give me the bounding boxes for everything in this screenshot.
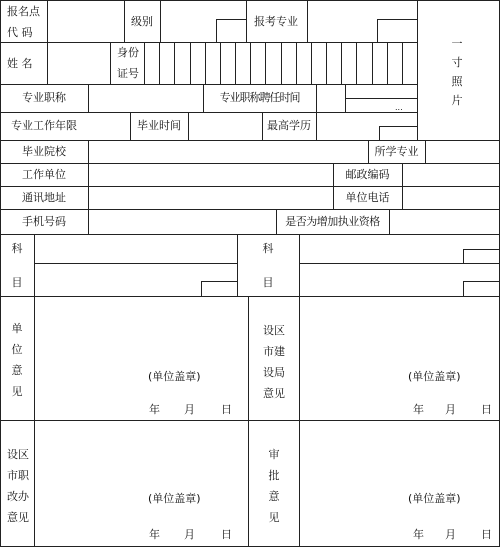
col-line — [307, 0, 308, 42]
col-line — [88, 84, 89, 112]
title-label: 专业职称 — [22, 91, 66, 104]
check-box-side — [463, 281, 464, 296]
col-line — [124, 0, 125, 42]
education-label: 最高学历 — [267, 119, 311, 132]
year-text: 年 — [413, 528, 424, 541]
address-label: 通讯地址 — [22, 191, 66, 204]
grad-time-label: 毕业时间 — [137, 119, 181, 132]
approval-opinion-label: 审 批 意 见 — [268, 448, 280, 524]
id-digit-divider — [311, 42, 312, 84]
mobile-label: 手机号码 — [22, 215, 66, 228]
seal-text: (单位盖章) — [148, 370, 201, 383]
appointment-time-label: 专业职称聘任时间 — [219, 91, 300, 104]
col-line — [402, 163, 403, 186]
check-box-top — [463, 281, 500, 282]
id-digit-divider — [356, 42, 357, 84]
col-line — [246, 0, 247, 42]
row-line — [0, 420, 500, 421]
month-text: 月 — [184, 528, 195, 541]
col-line — [188, 112, 189, 140]
seal-text: (单位盖章) — [408, 370, 461, 383]
day-text: 日 — [481, 403, 492, 416]
row-line — [0, 163, 500, 164]
row-line — [0, 42, 417, 43]
subject-left-label-1: 科 — [11, 242, 23, 255]
subject-mid-line-left — [34, 263, 237, 264]
col-line — [34, 234, 35, 296]
border-left — [0, 0, 1, 547]
dots-text: ... — [395, 103, 403, 112]
id-digit-divider — [341, 42, 342, 84]
reform-opinion-label: 设区 市职 改办 意见 — [7, 448, 29, 524]
id-digit-divider — [250, 42, 251, 84]
check-box-top — [201, 281, 237, 282]
check-box-top — [345, 98, 417, 99]
id-digit-divider — [402, 42, 403, 84]
row-line — [0, 234, 500, 235]
id-digit-divider — [387, 42, 388, 84]
photo-left-line — [417, 0, 418, 140]
id-label-2: 证号 — [117, 67, 139, 80]
year-text: 年 — [149, 403, 160, 416]
id-digit-divider — [281, 42, 282, 84]
col-line — [144, 42, 145, 84]
subject-right-label-2: 目 — [262, 276, 274, 289]
check-box-side — [201, 281, 202, 296]
name-label: 姓 名 — [7, 57, 33, 70]
seal-text: (单位盖章) — [148, 492, 201, 505]
row-line — [0, 186, 500, 187]
id-digit-divider — [235, 42, 236, 84]
year-text: 年 — [413, 403, 424, 416]
col-line — [47, 0, 48, 84]
col-line — [402, 186, 403, 209]
level-label: 级别 — [131, 15, 153, 28]
border-top — [0, 0, 500, 1]
col-line — [316, 112, 317, 140]
month-text: 月 — [445, 403, 456, 416]
work-phone-label: 单位电话 — [345, 191, 390, 204]
id-digit-divider — [326, 42, 327, 84]
id-digit-divider — [159, 42, 160, 84]
year-text: 年 — [149, 528, 160, 541]
id-label-1: 身份 — [117, 46, 139, 59]
subject-mid-line-right — [299, 263, 500, 264]
month-text: 月 — [184, 403, 195, 416]
check-box-top — [463, 249, 500, 250]
id-digit-divider — [174, 42, 175, 84]
col-line — [237, 234, 238, 296]
check-box-top — [379, 126, 417, 127]
postcode-label: 邮政编码 — [345, 168, 390, 181]
col-line — [389, 209, 390, 234]
seal-text: (单位盖章) — [408, 492, 461, 505]
check-box-side — [377, 19, 378, 42]
col-line — [299, 296, 300, 546]
check-box-top — [216, 19, 247, 20]
day-text: 日 — [221, 403, 232, 416]
unit-opinion-label: 单 位 意 见 — [11, 322, 23, 398]
id-digit-divider — [205, 42, 206, 84]
check-box-top — [377, 19, 417, 20]
check-box-side — [463, 249, 464, 263]
site-code-label-1: 报名点 — [7, 5, 40, 18]
check-box-side — [379, 126, 380, 140]
subject-right-label-1: 科 — [262, 242, 274, 255]
month-text: 月 — [445, 528, 456, 541]
row-line — [0, 296, 500, 297]
col-line — [88, 140, 89, 234]
subject-left-label-2: 目 — [11, 276, 23, 289]
id-digit-divider — [220, 42, 221, 84]
row-line — [0, 112, 417, 113]
day-text: 日 — [481, 528, 492, 541]
col-line — [34, 296, 35, 546]
id-digit-divider — [265, 42, 266, 84]
id-digit-divider — [190, 42, 191, 84]
work-years-label: 专业工作年限 — [11, 119, 77, 132]
site-code-label-2: 代 码 — [7, 26, 33, 39]
photo-label: 一 寸 照 片 — [451, 37, 463, 107]
col-line — [425, 140, 426, 163]
day-text: 日 — [221, 528, 232, 541]
construction-opinion-label: 设区 市建 设局 意见 — [263, 324, 285, 400]
col-line — [160, 0, 161, 42]
col-line — [299, 234, 300, 296]
employer-label: 工作单位 — [22, 168, 66, 181]
row-line — [0, 209, 500, 210]
col-line — [110, 42, 111, 84]
major-label: 报考专业 — [254, 15, 298, 28]
col-line — [316, 84, 317, 112]
studied-major-label: 所学专业 — [374, 145, 419, 158]
id-digit-divider — [372, 42, 373, 84]
check-box-side — [216, 19, 217, 42]
id-digit-divider — [296, 42, 297, 84]
add-practice-label: 是否为增加执业资格 — [285, 215, 380, 228]
col-line — [248, 296, 249, 546]
row-line — [0, 84, 417, 85]
school-label: 毕业院校 — [22, 145, 66, 158]
